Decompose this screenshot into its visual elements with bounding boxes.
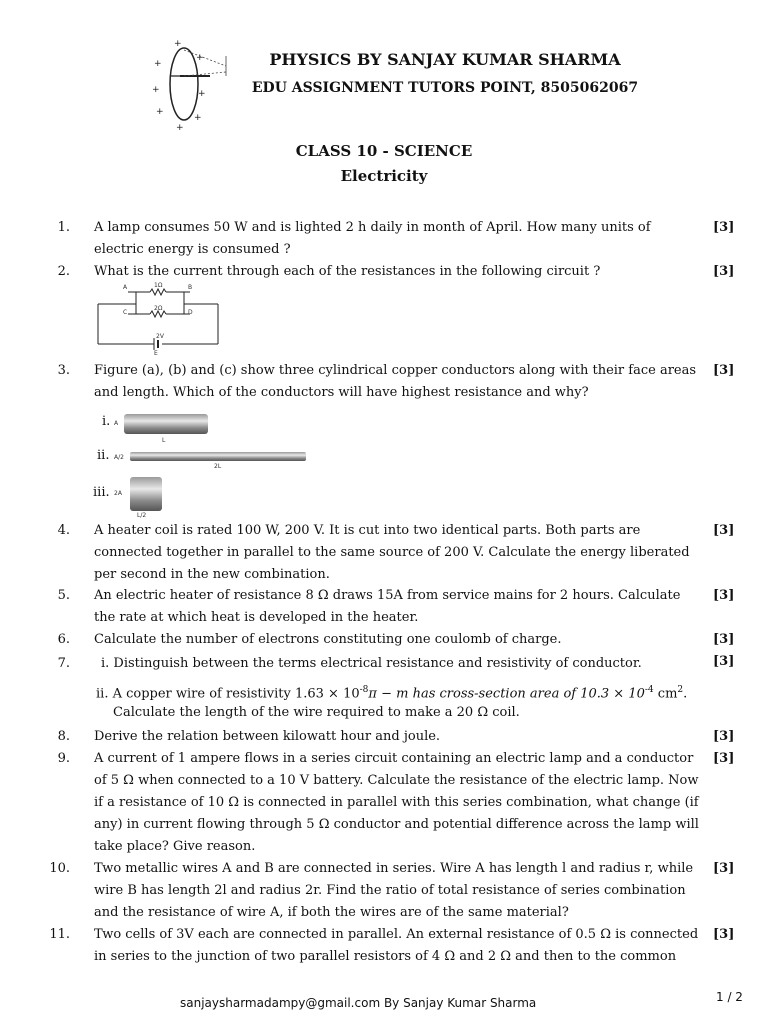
marks-badge: [3]	[713, 861, 735, 876]
question-number: 5.	[57, 588, 70, 603]
topic-title: Electricity	[340, 167, 428, 185]
svg-text:+: +	[176, 123, 184, 132]
svg-text:+: +	[154, 59, 162, 69]
marks-badge: [3]	[713, 927, 735, 942]
marks-badge: [3]	[713, 751, 735, 766]
circuit-r1-label: 1Ω	[154, 282, 163, 289]
svg-text:+: +	[174, 39, 182, 49]
marks-badge: [3]	[713, 264, 735, 279]
question-number: 6.	[57, 632, 70, 647]
question-number: 10.	[49, 861, 70, 876]
question-text: Figure (a), (b) and (c) show three cylindrical copper conductors along with their face areas and length. Which of the conductors will have highest resistance and why?	[94, 363, 697, 400]
marks-badge: [3]	[713, 632, 735, 647]
question-number: 9.	[57, 751, 70, 766]
svg-text:+: +	[152, 85, 160, 95]
question-number: 7.	[57, 656, 70, 671]
question-text: A lamp consumes 50 W and is lighted 2 h daily in month of April. How many units of electric energy is consumed ?	[94, 220, 651, 257]
question-text: Two metallic wires A and B are connected in series. Wire A has length l and radius r, while wire B has length 2l and radius 2r. Find the ratio of total resistance of series combination and the resistance of wire A, if both the wires are of the same material?	[94, 861, 694, 920]
question-number: 2.	[57, 264, 70, 279]
circuit-node-a: A	[123, 284, 128, 291]
marks-badge: [3]	[713, 523, 735, 538]
marks-badge: [3]	[713, 220, 735, 235]
conductor-roman: ii.	[97, 448, 110, 463]
conductor-length: L	[162, 437, 166, 444]
conductors-figure	[90, 405, 320, 520]
circuit-node-b: B	[188, 284, 193, 291]
marks-badge: [3]	[713, 729, 735, 744]
question-number: 11.	[49, 927, 70, 942]
question-text: Two cells of 3V each are connected in parallel. An external resistance of 0.5 Ω is connected in series to the junction of two parallel resistors of 4 Ω and 2 Ω and then to the common	[94, 927, 699, 964]
class-title: CLASS 10 - SCIENCE	[295, 142, 473, 160]
question-text: What is the current through each of the resistances in the following circuit ?	[94, 264, 601, 279]
circuit-node-e: E	[154, 350, 158, 357]
question-text: Calculate the number of electrons constituting one coulomb of charge.	[94, 632, 562, 647]
footer-credit: sanjaysharmadampy@gmail.com By Sanjay Kumar Sharma	[180, 996, 537, 1010]
question-number: 3.	[57, 363, 70, 378]
circuit-node-c: C	[123, 309, 128, 316]
question-subpart-ii-line2: Calculate the length of the wire required to make a 20 Ω coil.	[113, 705, 520, 720]
conductor-area: A	[114, 420, 119, 427]
svg-text:+: +	[156, 107, 164, 117]
marks-badge: [3]	[713, 363, 735, 378]
circuit-node-d: D	[188, 309, 193, 316]
circuit-battery-label: 2V	[156, 333, 164, 340]
question-subpart-i: i. Distinguish between the terms electrical resistance and resistivity of conductor.	[101, 656, 642, 671]
conductor-area: A/2	[114, 454, 124, 461]
svg-text:+: +	[194, 113, 202, 123]
question-number: 4.	[57, 523, 70, 538]
svg-text:+: +	[196, 53, 204, 63]
question-text: Derive the relation between kilowatt hour and joule.	[94, 729, 441, 744]
question-number: 8.	[57, 729, 70, 744]
conductor-roman: iii.	[93, 485, 110, 500]
question-subpart-ii: ii. A copper wire of resistivity $1.63 \times 10^{-8}\pi - m$ has cross-section area of $10.3 \times 10^{-4}$ $cm^2$.	[96, 685, 688, 702]
header-subtitle: EDU ASSIGNMENT TUTORS POINT, 8505062067	[251, 80, 639, 96]
conductor-roman: i.	[102, 414, 111, 429]
conductor-length: 2L	[214, 463, 222, 470]
circuit-r2-label: 2Ω	[154, 305, 163, 312]
marks-badge: [3]	[713, 588, 735, 603]
circuit-diagram	[94, 280, 224, 360]
logo-charge-sphere-icon	[140, 36, 236, 132]
question-text: A heater coil is rated 100 W, 200 V. It is cut into two identical parts. Both parts are connected together in parallel to the same source of 200 V. Calculate the energy liberated per second in the new combination.	[94, 523, 690, 582]
question-number: 1.	[57, 220, 70, 235]
conductor-area: 2A	[114, 490, 122, 497]
svg-text:+: +	[198, 89, 206, 99]
page-number: 1 / 2	[716, 990, 743, 1004]
question-text: A current of 1 ampere flows in a series circuit containing an electric lamp and a conductor of 5 Ω when connected to a 10 V battery. Calculate the resistance of the electric lamp. Now if a resistance of 10 Ω is connected in parallel with this series combination, what change (if any) in current flowing through 5 Ω conductor and potential difference across the lamp will take place? Give reason.	[94, 751, 699, 854]
marks-badge: [3]	[713, 654, 735, 669]
header-title: PHYSICS BY SANJAY KUMAR SHARMA	[269, 50, 621, 69]
question-text: An electric heater of resistance 8 Ω draws 15A from service mains for 2 hours. Calculate the rate at which heat is developed in the heater.	[94, 588, 681, 625]
conductor-length: L/2	[137, 512, 147, 519]
